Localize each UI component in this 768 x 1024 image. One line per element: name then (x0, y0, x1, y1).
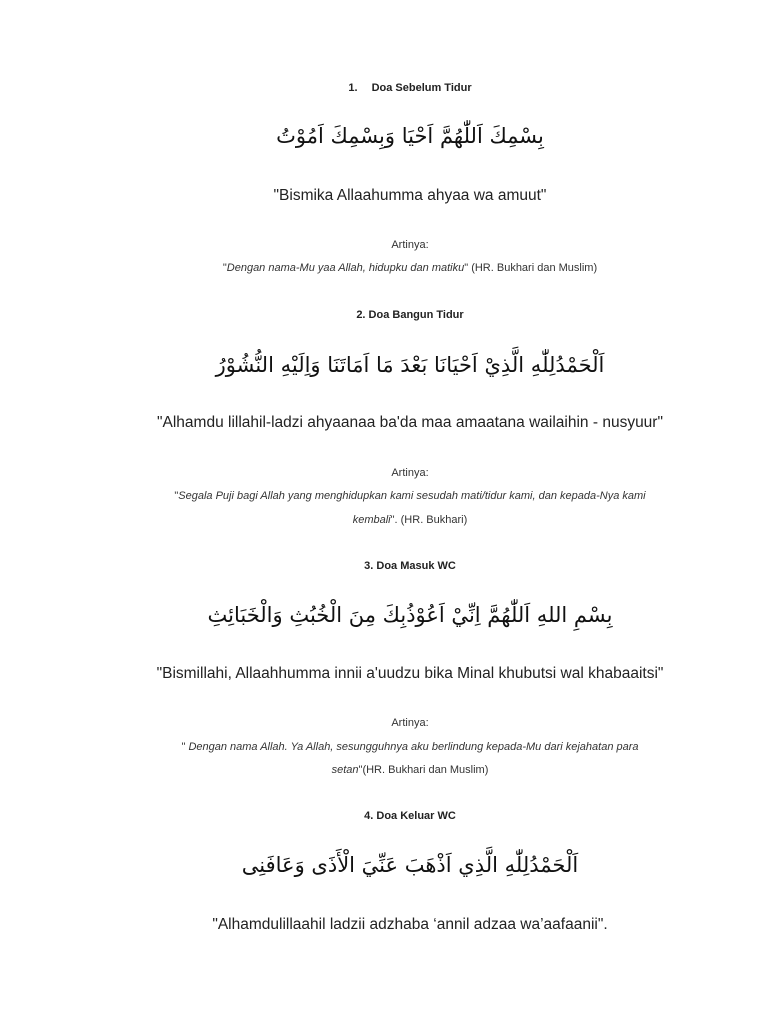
quote-open: " (181, 741, 189, 753)
section-2-meaning-line-2 (60, 514, 760, 526)
section-2-heading: 2. Doa Bangun Tidur (356, 309, 464, 321)
meaning-text: Dengan nama-Mu yaa Allah, hidupku dan matiku (226, 262, 465, 274)
meaning-text: Dengan nama Allah. Ya Allah, sesungguhnya aku berlindung kepada-Mu dari kejahatan para (188, 741, 639, 753)
section-1-heading (60, 82, 760, 94)
section-3-transliteration: "Bismillahi, Allaahhumma innii a'uudzu bika Minal khubutsi wal khabaaitsi" (156, 665, 664, 682)
section-3-meaning-line-1 (60, 741, 760, 753)
section-2-transliteration: "Alhamdu lillahil-ladzi ahyaanaa ba'da maa amaatana wailaihin - nusyuur" (157, 414, 663, 431)
meaning-source: ". (HR. Bukhari) (390, 514, 468, 526)
section-1-arabic: بِسْمِكَ اَللّٰهُمَّ اَحْيَا وَبِسْمِكَ اَمُوْتُ (276, 124, 544, 148)
section-2-artinya-label: Artinya: (391, 467, 429, 479)
meaning-text: Segala Puji bagi Allah yang menghidupkan kami sesudah mati/tidur kami, dan kepada-Nya kami (178, 490, 646, 502)
section-3-meaning-line-2 (60, 764, 760, 776)
section-3-arabic: بِسْمِ اللهِ اَللّٰهُمَّ اِنِّيْ اَعُوْذُبِكَ مِنَ الْخُبُثِ وَالْخَبَائِثِ (207, 603, 613, 627)
section-1-title: Doa Sebelum Tidur (371, 82, 472, 94)
section-3-artinya-label: Artinya: (391, 717, 429, 729)
meaning-source: " (HR. Bukhari dan Muslim) (464, 262, 598, 274)
meaning-text: setan (331, 764, 359, 776)
section-4-heading: 4. Doa Keluar WC (364, 810, 456, 822)
section-4-transliteration: "Alhamdulillaahil ladzii adzhaba ‘annil adzaa wa’aafaanii". (212, 916, 608, 933)
quote-open: " (222, 262, 227, 274)
section-1-number: 1. (348, 82, 358, 94)
section-3-heading: 3. Doa Masuk WC (364, 560, 456, 572)
meaning-source: "(HR. Bukhari dan Muslim) (358, 764, 489, 776)
section-1-artinya-label: Artinya: (391, 239, 429, 251)
section-2-arabic: اَلْحَمْدُلِلّٰهِ الَّذِيْ اَحْيَانَا بَعْدَ مَا اَمَاتَنَا وَاِلَيْهِ النُّشُوْرُ (215, 353, 605, 377)
section-4-arabic: اَلْحَمْدُلِلّٰهِ الَّذِي اَذْهَبَ عَنِّيَ الْأَذَى وَعَافَنِى (241, 853, 579, 877)
section-2-meaning-line-1 (60, 490, 760, 502)
section-1-transliteration: "Bismika Allaahumma ahyaa wa amuut" (273, 187, 547, 204)
meaning-text: kembali (352, 514, 391, 526)
section-1-meaning (60, 262, 760, 274)
quote-open: " (174, 490, 179, 502)
